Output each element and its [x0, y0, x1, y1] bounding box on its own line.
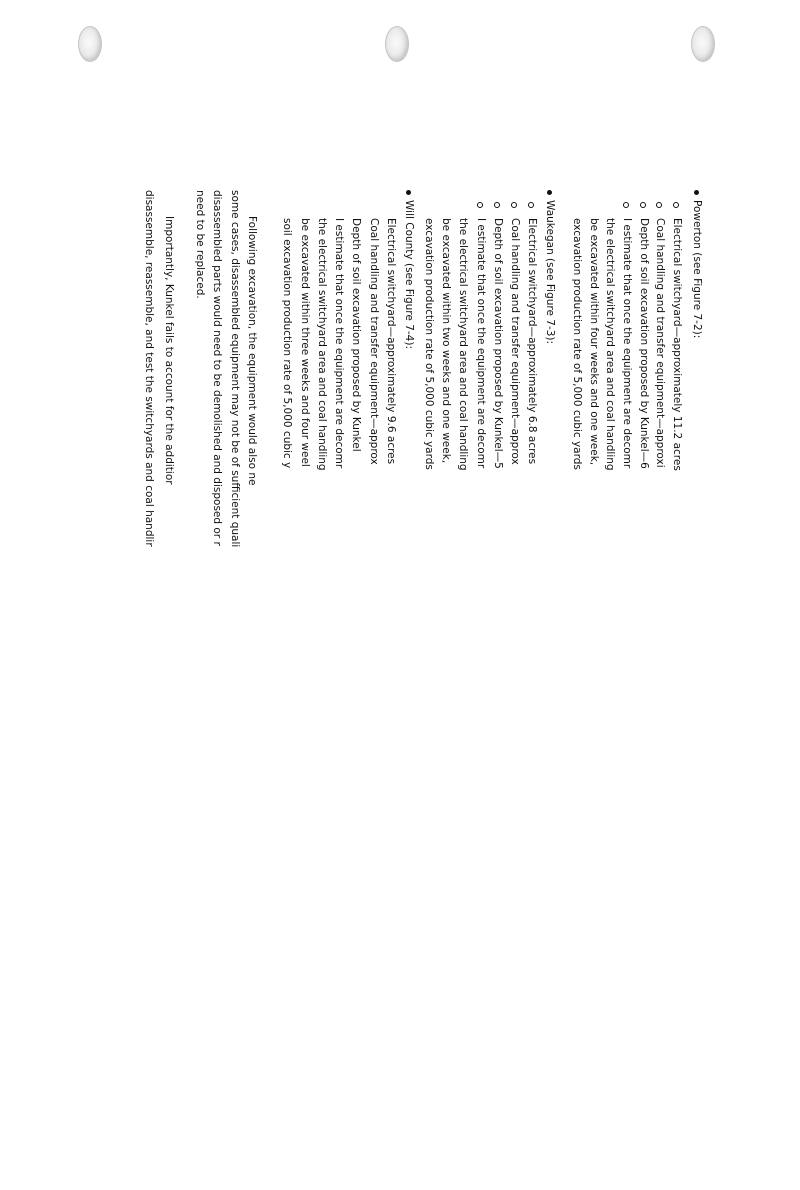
line-text: the electrical switchyard area and coal handling: [604, 218, 616, 471]
line-text: be excavated within two weeks and one week,: [440, 218, 452, 464]
line-text: Depth of soil excavation proposed by Kunkel—6: [638, 218, 650, 469]
bullet-circle-icon: [477, 202, 483, 208]
line-text: be excavated within four weeks and one week,: [588, 218, 600, 466]
line-text: Following excavation, the equipment would also ne: [246, 216, 258, 486]
line-text: Importantly, Kunkel fails to account for the additior: [163, 216, 175, 485]
line-text: excavation production rate of 5,000 cubic yards: [423, 218, 435, 470]
line-text: disassemble, reassemble, and test the switchyards and coal handlir: [143, 190, 155, 547]
line-text: Depth of soil excavation proposed by Kunkel: [350, 218, 362, 452]
line-text: Depth of soil excavation proposed by Kunkel—5: [492, 218, 504, 469]
bullet-dot-icon: [406, 190, 411, 195]
line-text: Electrical switchyard—approximately 6.8 acres: [526, 218, 538, 465]
line-text: Will County (see Figure 7-4):: [403, 200, 415, 349]
line-text: Coal handling and transfer equipment—approxi: [654, 218, 666, 468]
line-text: the electrical switchyard area and coal handling: [316, 218, 328, 471]
line-text: Powerton (see Figure 7-2):: [691, 200, 703, 339]
line-text: be excavated within three weeks and four weel: [299, 218, 311, 467]
line-text: soil excavation production rate of 5,000 cubic y: [281, 218, 293, 469]
bullet-circle-icon: [673, 202, 679, 208]
bullet-dot-icon: [547, 190, 552, 195]
line-text: need to be replaced.: [194, 190, 206, 299]
line-text: I estimate that once the equipment are decomr: [621, 218, 633, 469]
line-text: I estimate that once the equipment are decomr: [333, 218, 345, 469]
line-text: Electrical switchyard—approximately 11.2 acres: [671, 218, 683, 471]
line-text: disassembled parts would need to be demolished and disposed or r: [211, 190, 223, 546]
line-text: some cases, disassembled equipment may not be of sufficient quali: [229, 190, 241, 548]
line-text: Coal handling and transfer equipment—approx: [509, 218, 521, 465]
line-text: the electrical switchyard area and coal handling: [457, 218, 469, 471]
bullet-circle-icon: [528, 202, 534, 208]
line-text: I estimate that once the equipment are decomr: [475, 218, 487, 469]
line-text: Waukegan (see Figure 7-3):: [544, 200, 556, 345]
line-text: Coal handling and transfer equipment—approx: [368, 218, 380, 465]
bullet-dot-icon: [694, 190, 699, 195]
bullet-circle-icon: [623, 202, 629, 208]
bullet-circle-icon: [511, 202, 517, 208]
bullet-circle-icon: [494, 202, 500, 208]
bullet-circle-icon: [656, 202, 662, 208]
bullet-circle-icon: [640, 202, 646, 208]
line-text: Electrical switchyard—approximately 9.6 acres: [385, 218, 397, 465]
line-text: excavation production rate of 5,000 cubic yards: [571, 218, 583, 470]
